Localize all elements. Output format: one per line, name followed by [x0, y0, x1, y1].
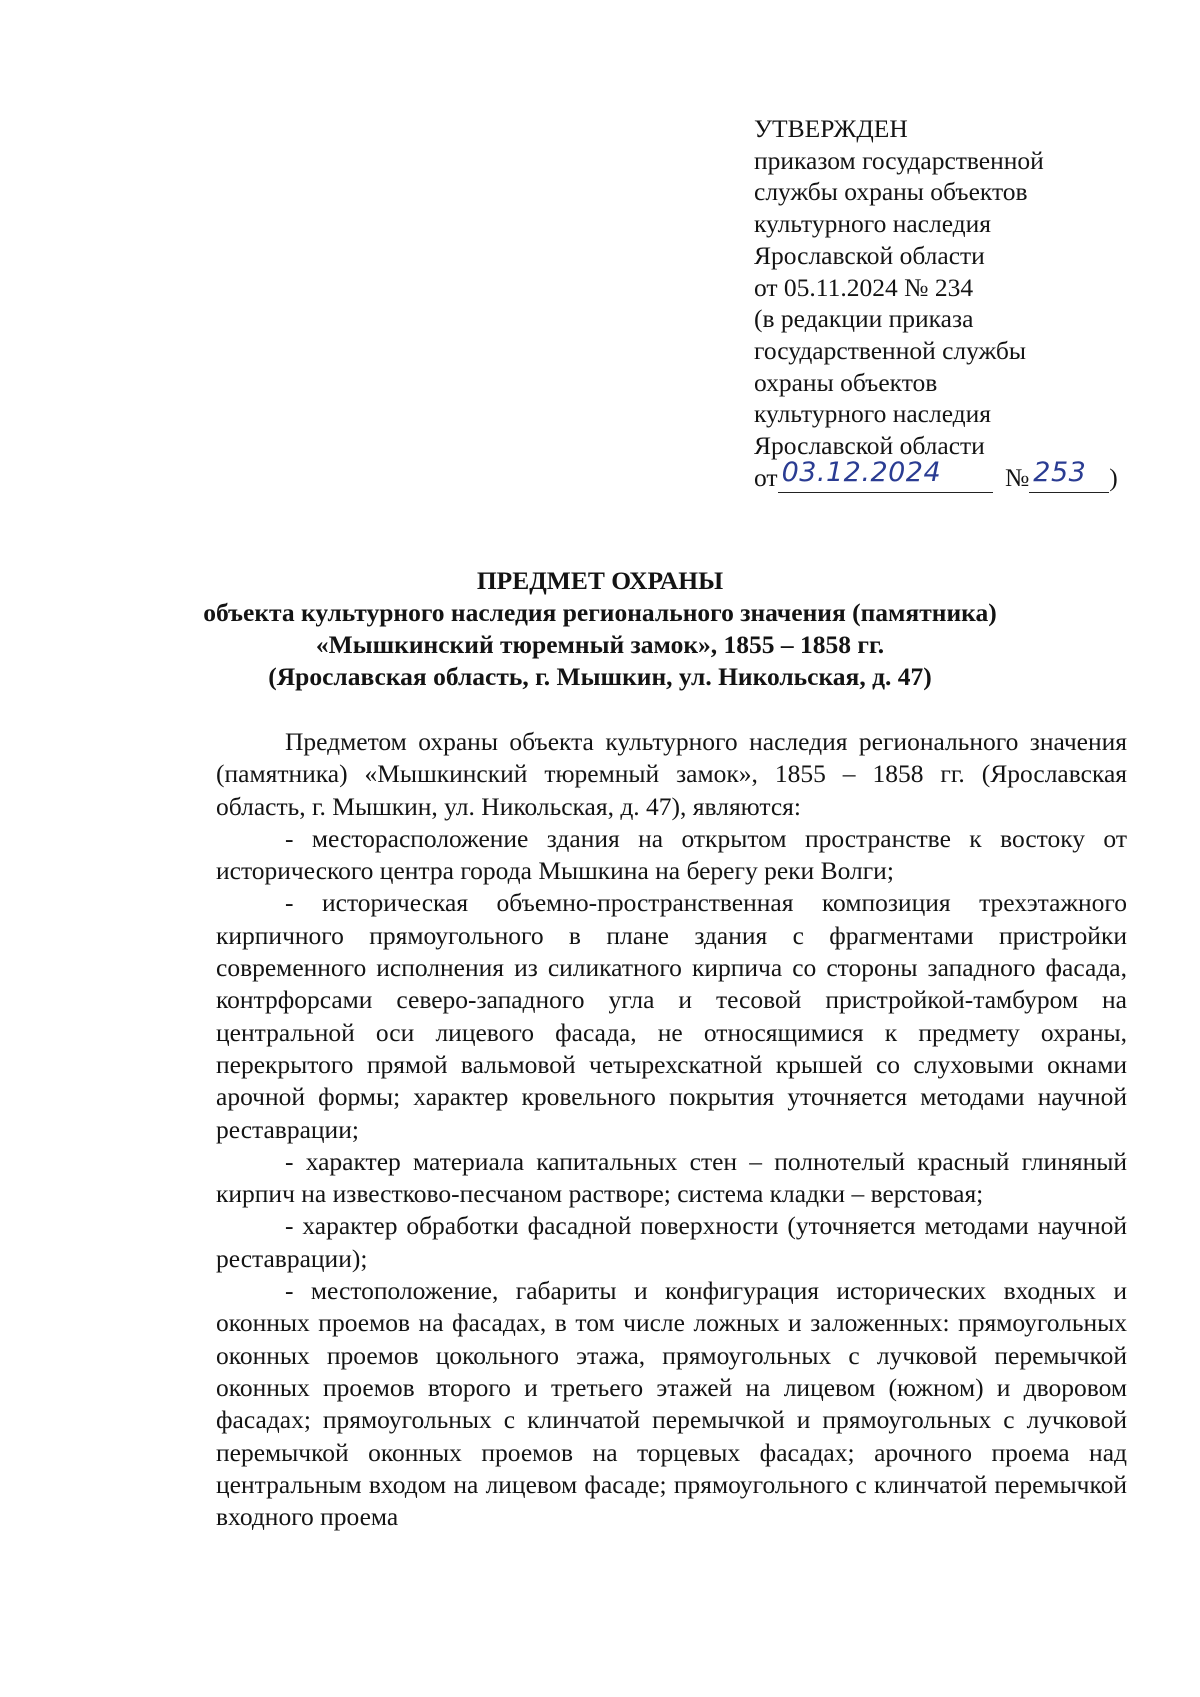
- approval-stamp-block: [754, 113, 1154, 493]
- subtitle-line-1: объекта культурного наследия регионального значения (памятника): [203, 598, 997, 627]
- approval-line: Ярославской области: [754, 240, 985, 270]
- approval-line: службы охраны объектов: [754, 177, 1028, 207]
- approval-line: (в редакции приказа: [754, 304, 974, 334]
- body-paragraph: Предметом охраны объекта культурного наследия регионального значения (памятника) «Мышкинский тюремный замок», 1855 – 1858 гг. (Ярославская область, г. Мышкин, ул. Никольская, д. 47), являются:: [216, 727, 1127, 821]
- body-paragraph: - характер материала капитальных стен – полнотелый красный глиняный кирпич на известково-песчаном растворе; система кладки – верстовая;: [216, 1146, 1127, 1209]
- handwritten-date: 03.12.2024: [781, 456, 942, 488]
- approval-line: культурного наследия: [754, 209, 992, 239]
- approval-line: УТВЕРЖДЕН: [754, 114, 908, 143]
- approval-line: охраны объектов: [754, 367, 938, 397]
- from-prefix: от: [754, 462, 778, 492]
- amendment-date-line: [754, 456, 1154, 494]
- document-heading: ПРЕДМЕТ ОХРАНЫ: [476, 566, 724, 595]
- subtitle-line-3: (Ярославская область, г. Мышкин, ул. Никольская, д. 47): [268, 662, 932, 691]
- approval-line: приказом государственной: [754, 145, 1044, 175]
- date-blank: [778, 456, 993, 493]
- subtitle-line-2: «Мышкинский тюремный замок», 1855 – 1858 гг.: [315, 630, 885, 659]
- number-blank: [1029, 456, 1109, 493]
- approval-line: Ярославской области: [754, 431, 985, 461]
- approval-line: культурного наследия: [754, 399, 992, 429]
- number-sign: №: [1004, 462, 1030, 492]
- body-paragraph: - местоположение, габариты и конфигурация исторических входных и оконных проемов на фасадах, в том числе ложных и заложенных: прямоугольных оконных проемов цокольного этажа, прямоугольных с лучковой перемычкой оконных проемов второго и третьего этажей на лицевом (южном) и дворовом фасадах; прямоугольных с клинчатой перемычкой и прямоугольных с лучковой перемычкой оконных проемов на торцевых фасадах; арочного проема над центральным входом на лицевом фасаде; прямоугольного с клинчатой перемычкой входного проема: [216, 1276, 1127, 1532]
- document-body: [216, 726, 1127, 1533]
- approval-line: от 05.11.2024 № 234: [754, 272, 974, 302]
- approval-line: государственной службы: [754, 335, 1026, 365]
- body-paragraph: - историческая объемно-пространственная композиция трехэтажного кирпичного прямоугольного в плане здания с фрагментами пристройки современного исполнения из силикатного кирпича со стороны западного фасада, контрфорсами северо-западного угла и тесовой пристройкой-тамбуром на центральной оси лицевого фасада, не относящимися к предмету охраны, перекрытого прямой вальмовой четырехскатной крышей со слуховыми окнами арочной формы; характер кровельного покрытия уточняется методами научной реставрации;: [216, 888, 1127, 1144]
- closing-paren: ): [1109, 462, 1118, 492]
- handwritten-number: 253: [1033, 456, 1087, 488]
- body-paragraph: - месторасположение здания на открытом пространстве к востоку от исторического центра города Мышкина на берегу реки Волги;: [216, 823, 1127, 886]
- body-paragraph: - характер обработки фасадной поверхности (уточняется методами научной реставрации);: [216, 1211, 1127, 1273]
